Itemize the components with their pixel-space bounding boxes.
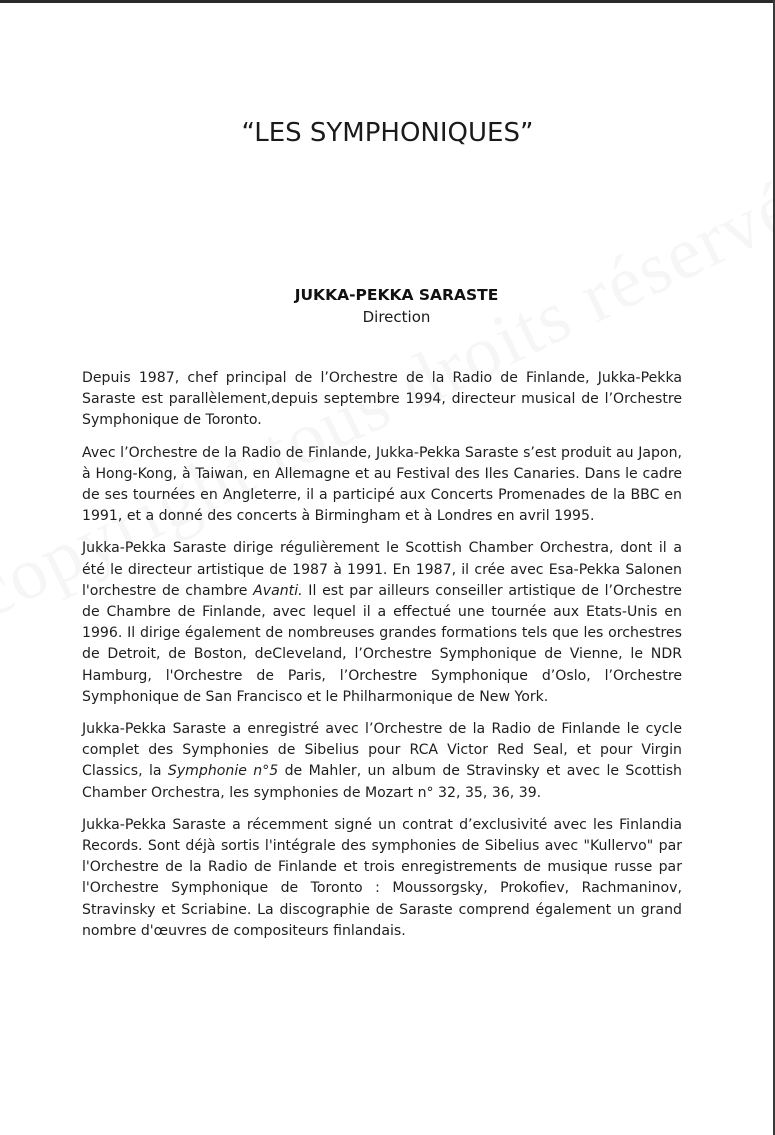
- bio-paragraph-5: Jukka-Pekka Saraste a récemment signé un contrat d’exclusivité avec les Finlandia Records. Sont déjà sortis l'intégrale des symphonies de Sibelius avec "Kullervo" par l'Orchestre de la Radio de Finlande et trois enregistrements de musique russe par l'Orchestre Symphonique de Toronto : Moussorgsky, Prokofiev, Rachmaninov, Stravinsky et Scriabine. La discographie de Saraste comprend également un grand nombre d'œuvres de compositeurs finlandais.: [82, 816, 682, 939]
- bio-paragraph-4-text-after: de Mahler, un album de Stravinsky et avec le Scottish Chamber Orchestra, les symphonies de Mozart n° 32, 35, 36, 39.: [82, 763, 682, 801]
- biography-text: [82, 368, 682, 953]
- series-title: “LES SYMPHONIQUES”: [241, 118, 534, 148]
- bio-paragraph-3-text-after: Il est par ailleurs conseiller artistique de l’Orchestre de Chambre de Finlande, avec lequel il a effectué une tournée aux Etats-Unis en 1996. Il dirige également de nombreuses grandes formations tels que les orchestres de Detroit, de Boston, deCleveland, l’Orchestre Symphonique de Vienne, le NDR Hamburg, l'Orchestre de Paris, l’Orchestre Symphonique d’Oslo, l’Orchestre Symphonique de San Francisco et le Philharmonique de New York.: [82, 582, 682, 705]
- bio-paragraph-4: [82, 719, 682, 804]
- bio-paragraph-1: Depuis 1987, chef principal de l’Orchestre de la Radio de Finlande, Jukka-Pekka Saraste est parallèlement,depuis septembre 1994, directeur musical de l’Orchestre Symphonique de Toronto.: [82, 370, 682, 429]
- artist-name: JUKKA-PEKKA SARASTE: [294, 286, 499, 304]
- bio-paragraph-2: Avec l’Orchestre de la Radio de Finlande, Jukka-Pekka Saraste s’est produit au Japon, à Hong-Kong, à Taiwan, en Allemagne et au Festival des Iles Canaries. Dans le cadre de ses tournées en Angleterre, il a participé aux Concerts Promenades de la BBC en 1991, et a donné des concerts à Birmingham et à Londres en avril 1995.: [82, 444, 682, 525]
- artist-role: Direction: [362, 308, 431, 326]
- bio-paragraph-3-text-before: Jukka-Pekka Saraste dirige régulièrement le Scottish Chamber Orchestra, dont il a été le directeur artistique de 1987 à 1991. En 1987, il crée avec Esa-Pekka Salonen l'orchestre de chambre: [82, 540, 682, 599]
- bio-paragraph-4-italic: Symphonie n°5: [167, 763, 279, 780]
- bio-paragraph-4-text-before: Jukka-Pekka Saraste a enregistré avec l’Orchestre de la Radio de Finlande le cycle complet des Symphonies de Sibelius pour RCA Victor Red Seal, et pour Virgin Classics, la: [82, 721, 682, 780]
- bio-paragraph-3: [82, 538, 682, 708]
- bio-paragraph-3-italic: Avanti.: [253, 582, 303, 599]
- scan-edge-top: [0, 0, 775, 3]
